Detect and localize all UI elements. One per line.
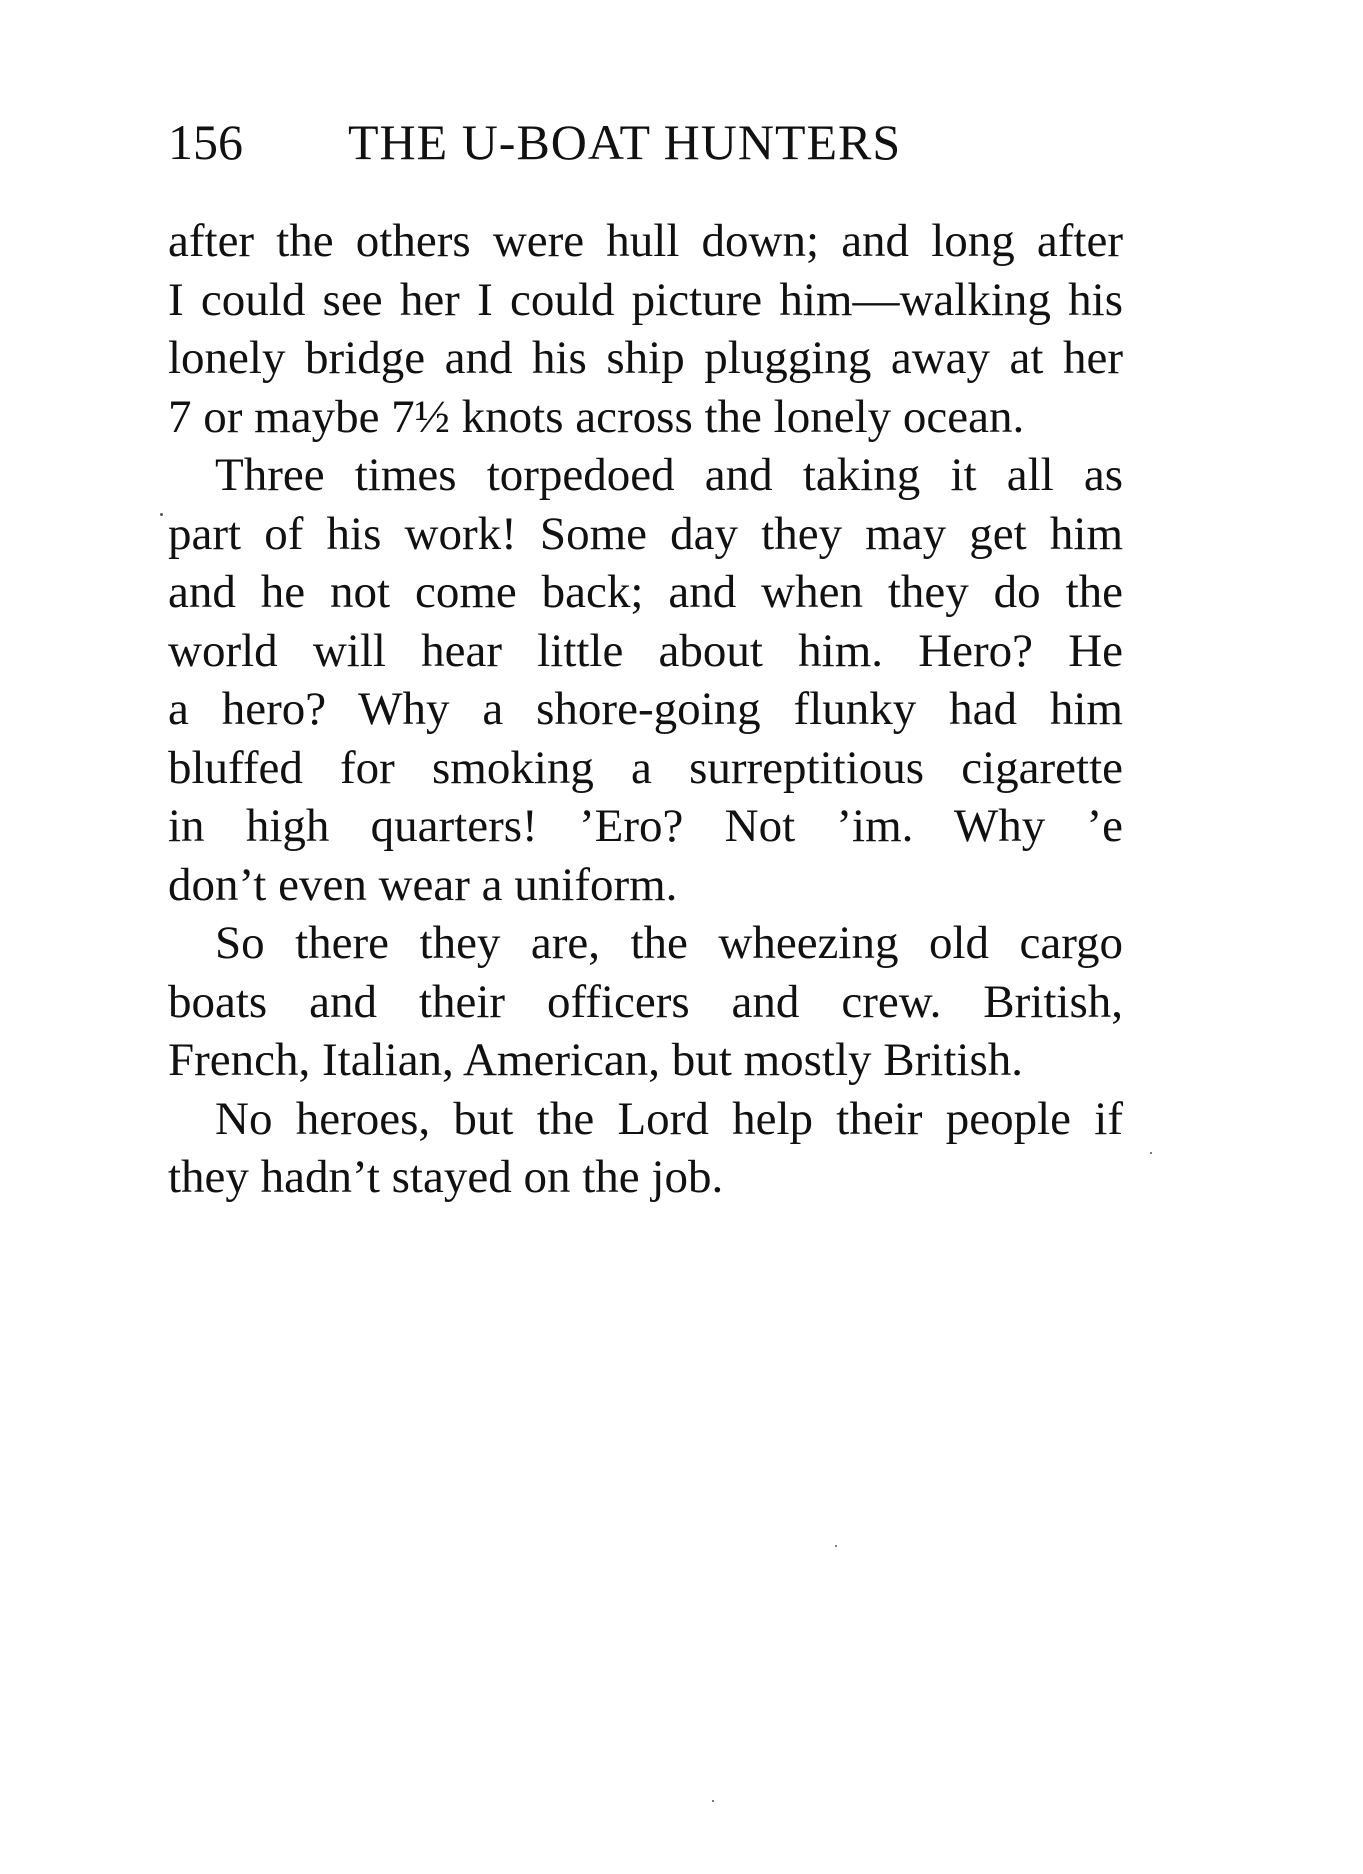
paragraph bbox=[168, 914, 1123, 1090]
text-line: bluffed for smoking a surreptitious cigarette bbox=[168, 741, 1123, 794]
text-line: and he not come back; and when they do the bbox=[168, 566, 1123, 618]
text-line: Three times torpedoed and taking it all as bbox=[215, 449, 1123, 501]
text-line: in high quarters! ’Ero? Not ’im. Why ’e bbox=[168, 800, 1123, 852]
paragraph bbox=[168, 212, 1123, 446]
page-number: 156 bbox=[168, 114, 243, 170]
paragraph bbox=[168, 446, 1123, 914]
scan-speck bbox=[835, 1545, 837, 1547]
paragraph bbox=[168, 1090, 1123, 1207]
text-line: a hero? Why a shore-going flunky had him bbox=[168, 683, 1123, 735]
text-line: No heroes, but the Lord help their people if bbox=[215, 1092, 1123, 1145]
text-line: they hadn’t stayed on the job. bbox=[168, 1151, 724, 1203]
text-line: after the others were hull down; and long after bbox=[168, 215, 1123, 267]
text-line: don’t even wear a uniform. bbox=[168, 858, 678, 911]
text-line: part of his work! Some day they may get him bbox=[168, 507, 1123, 560]
text-line: world will hear little about him. Hero? He bbox=[168, 624, 1123, 677]
scan-speck bbox=[712, 1800, 714, 1802]
body-text bbox=[168, 212, 1123, 1207]
text-line: So there they are, the wheezing old cargo bbox=[215, 917, 1123, 969]
scan-speck bbox=[1150, 1152, 1152, 1154]
book-title: THE U-BOAT HUNTERS bbox=[348, 114, 902, 170]
text-line: 7 or maybe 7½ knots across the lonely ocean. bbox=[168, 390, 1025, 443]
text-line: French, Italian, American, but mostly British. bbox=[168, 1034, 1023, 1086]
text-line: lonely bridge and his ship plugging away at her bbox=[168, 332, 1123, 384]
running-head bbox=[168, 112, 1128, 172]
text-line: boats and their officers and crew. British, bbox=[168, 975, 1123, 1028]
text-line: I could see her I could picture him—walking his bbox=[168, 273, 1123, 326]
scan-speck bbox=[160, 513, 163, 516]
